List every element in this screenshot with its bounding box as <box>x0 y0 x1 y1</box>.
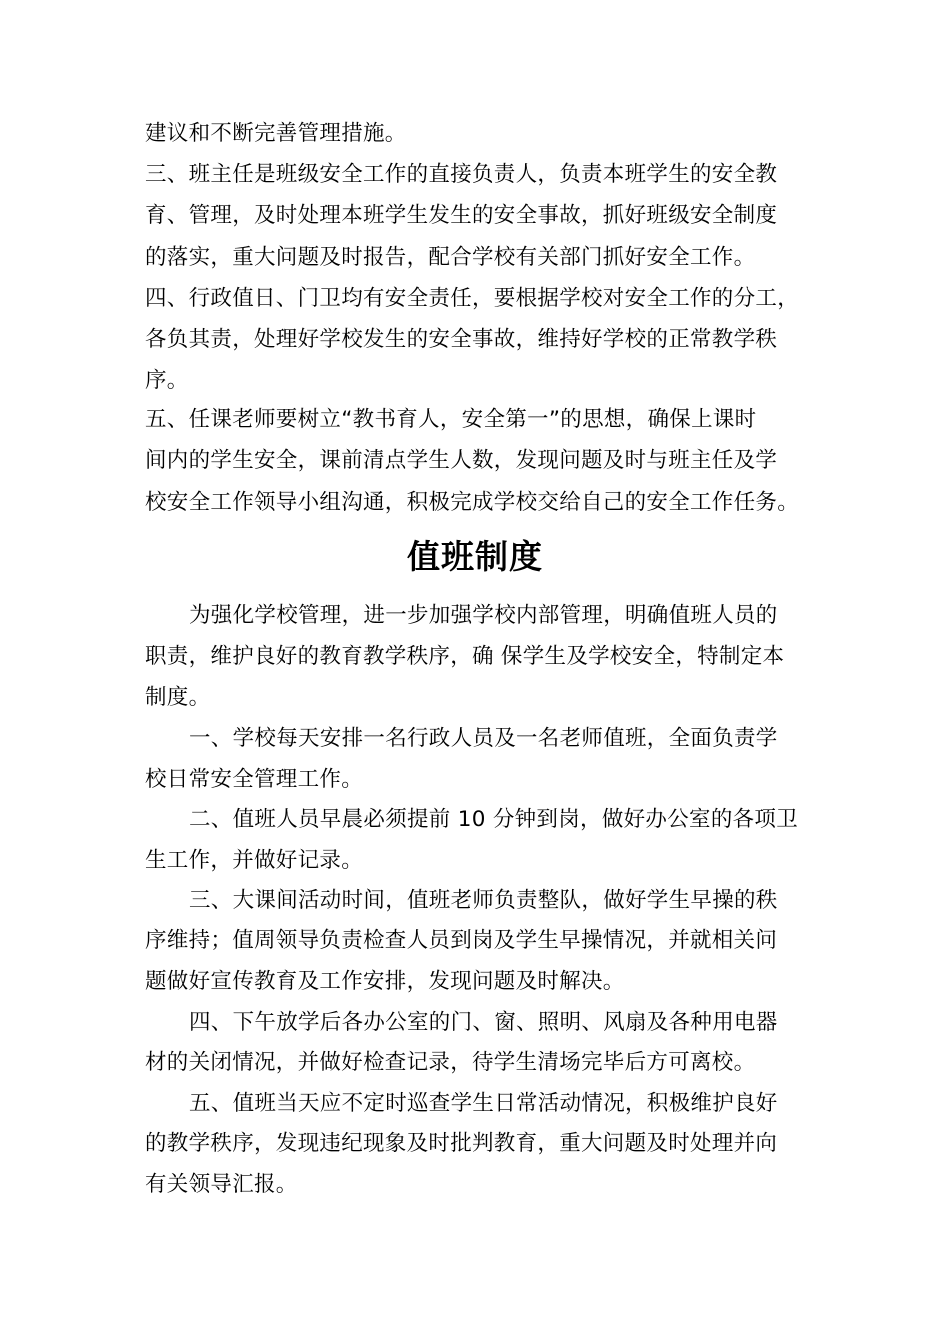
paragraph-line: 题做好宣传教育及工作安排，发现问题及时解决。 <box>145 969 625 994</box>
paragraph-line: 校安全工作领导小组沟通，积极完成学校交给自己的安全工作任务。 <box>145 490 800 515</box>
paragraph-line: 制度。 <box>145 685 211 710</box>
paragraph-line: 有关领导汇报。 <box>145 1172 298 1197</box>
paragraph-line: 建议和不断完善管理措施。 <box>145 121 407 146</box>
paragraph-line: 序。 <box>145 368 189 393</box>
paragraph-line: 的落实，重大问题及时报告，配合学校有关部门抓好安全工作。 <box>145 245 756 270</box>
paragraph-line: 为强化学校管理，进一步加强学校内部管理，明确值班人员的 <box>189 603 778 628</box>
paragraph-line: 育、管理，及时处理本班学生发生的安全事故，抓好班级安全制度 <box>145 203 778 228</box>
paragraph-line: 职责，维护良好的教育教学秩序，确 保学生及学校安全，特制定本 <box>145 644 785 669</box>
paragraph-line: 各负其责，处理好学校发生的安全事故，维持好学校的正常教学秩 <box>145 327 778 352</box>
paragraph-line: 材的关闭情况，并做好检查记录，待学生清场完毕后方可离校。 <box>145 1050 756 1075</box>
paragraph-line: 生工作，并做好记录。 <box>145 848 364 873</box>
paragraph-line: 五、任课老师要树立“教书育人，安全第一”的思想，确保上课时 <box>145 407 757 432</box>
paragraph-line: 三、班主任是班级安全工作的直接负责人，负责本班学生的安全教 <box>145 162 778 187</box>
paragraph-line: 四、行政值日、门卫均有安全责任，要根据学校对安全工作的分工， <box>145 286 800 311</box>
paragraph-line: 五、值班当天应不定时巡查学生日常活动情况，积极维护良好 <box>189 1091 778 1116</box>
paragraph-line: 校日常安全管理工作。 <box>145 767 364 792</box>
paragraph-line: 间内的学生安全，课前清点学生人数，发现问题及时与班主任及学 <box>145 448 778 473</box>
paragraph-line: 的教学秩序，发现违纪现象及时批判教育，重大问题及时处理并向 <box>145 1131 778 1156</box>
paragraph-line: 三、大课间活动时间，值班老师负责整队，做好学生早操的秩 <box>189 888 778 913</box>
section-title: 值班制度 <box>407 537 543 576</box>
paragraph-line: 一、学校每天安排一名行政人员及一名老师值班，全面负责学 <box>189 726 778 751</box>
paragraph-line: 二、值班人员早晨必须提前 10 分钟到岗，做好办公室的各项卫 <box>189 807 799 832</box>
paragraph-line: 序维持；值周领导负责检查人员到岗及学生早操情况，并就相关问 <box>145 928 778 953</box>
paragraph-line: 四、下午放学后各办公室的门、窗、照明、风扇及各种用电器 <box>189 1010 778 1035</box>
